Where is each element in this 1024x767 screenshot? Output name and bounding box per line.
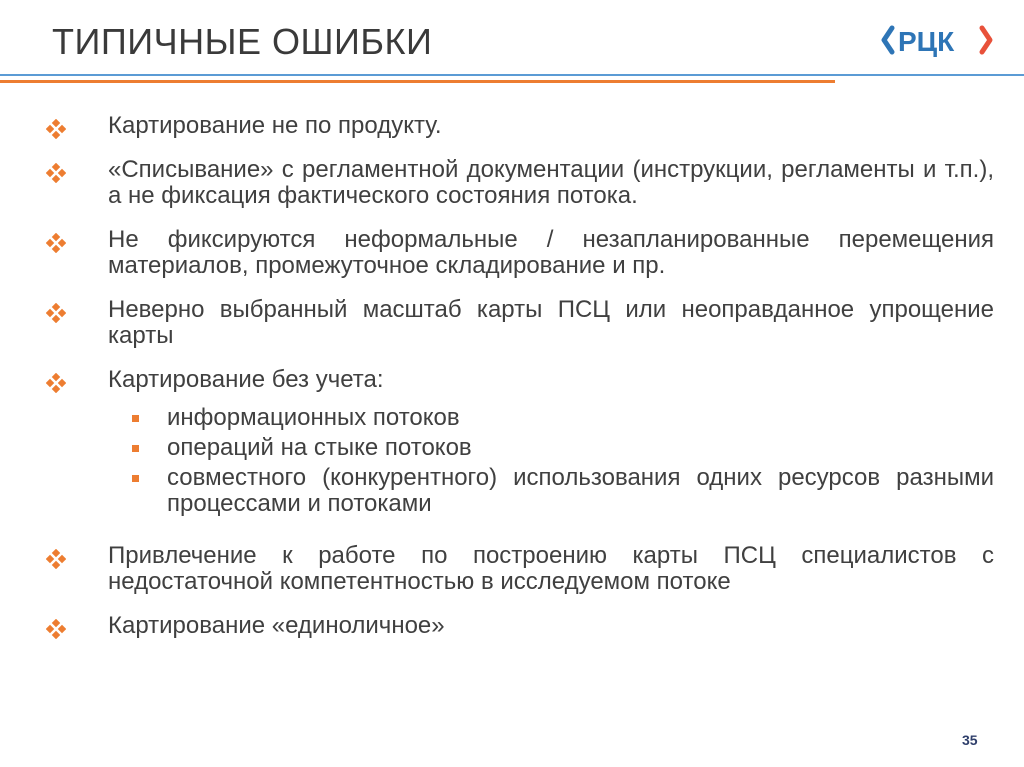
sub-list-item [132, 435, 994, 461]
bullet-text: Привлечение к работе по построению карты ПСЦ специалистов с недостаточной компетентностью в исследуемом потоке [108, 542, 994, 595]
bullet-text: Не фиксируются неформальные / незапланированные перемещения материалов, промежуточное складирование и пр. [108, 226, 994, 279]
list-item [46, 367, 994, 393]
bullet-text: Неверно выбранный масштаб карты ПСЦ или неоправданное упрощение карты [108, 296, 994, 349]
square-bullet-icon [132, 475, 139, 482]
list-item [46, 613, 994, 639]
slide-title: ТИПИЧНЫЕ ОШИБКИ [52, 21, 433, 62]
list-item [46, 297, 994, 349]
diamond-bullet-icon [46, 303, 66, 323]
diamond-bullet-icon [46, 233, 66, 253]
bullet-text: Картирование не по продукту. [108, 112, 442, 139]
list-item [46, 227, 994, 279]
bullet-text: Картирование «единоличное» [108, 612, 445, 639]
sub-bullet-text: совместного (конкурентного) использования одних ресурсов разными процессами и потоками [167, 464, 994, 517]
diamond-bullet-icon [46, 163, 66, 183]
sub-bullet-text: операций на стыке потоков [167, 434, 472, 461]
slide-body [46, 113, 994, 657]
list-item [46, 157, 994, 209]
sub-list-item [132, 465, 994, 517]
square-bullet-icon [132, 415, 139, 422]
page-number: 35 [962, 732, 978, 748]
header-rule-orange [0, 80, 835, 83]
header-rule-blue [0, 74, 1024, 76]
bullet-text: Картирование без учета: [108, 366, 384, 393]
list-item [46, 113, 994, 139]
diamond-bullet-icon [46, 549, 66, 569]
square-bullet-icon [132, 445, 139, 452]
sub-bullet-text: информационных потоков [167, 404, 460, 431]
logo-text: РЦК [898, 26, 955, 57]
diamond-bullet-icon [46, 119, 66, 139]
rck-logo [880, 20, 1000, 60]
diamond-bullet-icon [46, 373, 66, 393]
list-item [46, 543, 994, 595]
diamond-bullet-icon [46, 619, 66, 639]
sub-list-item [132, 405, 994, 431]
sub-list [132, 405, 994, 517]
bullet-text: «Списывание» с регламентной документации (инструкции, регламенты и т.п.), а не фиксация фактического состояния потока. [108, 156, 994, 209]
